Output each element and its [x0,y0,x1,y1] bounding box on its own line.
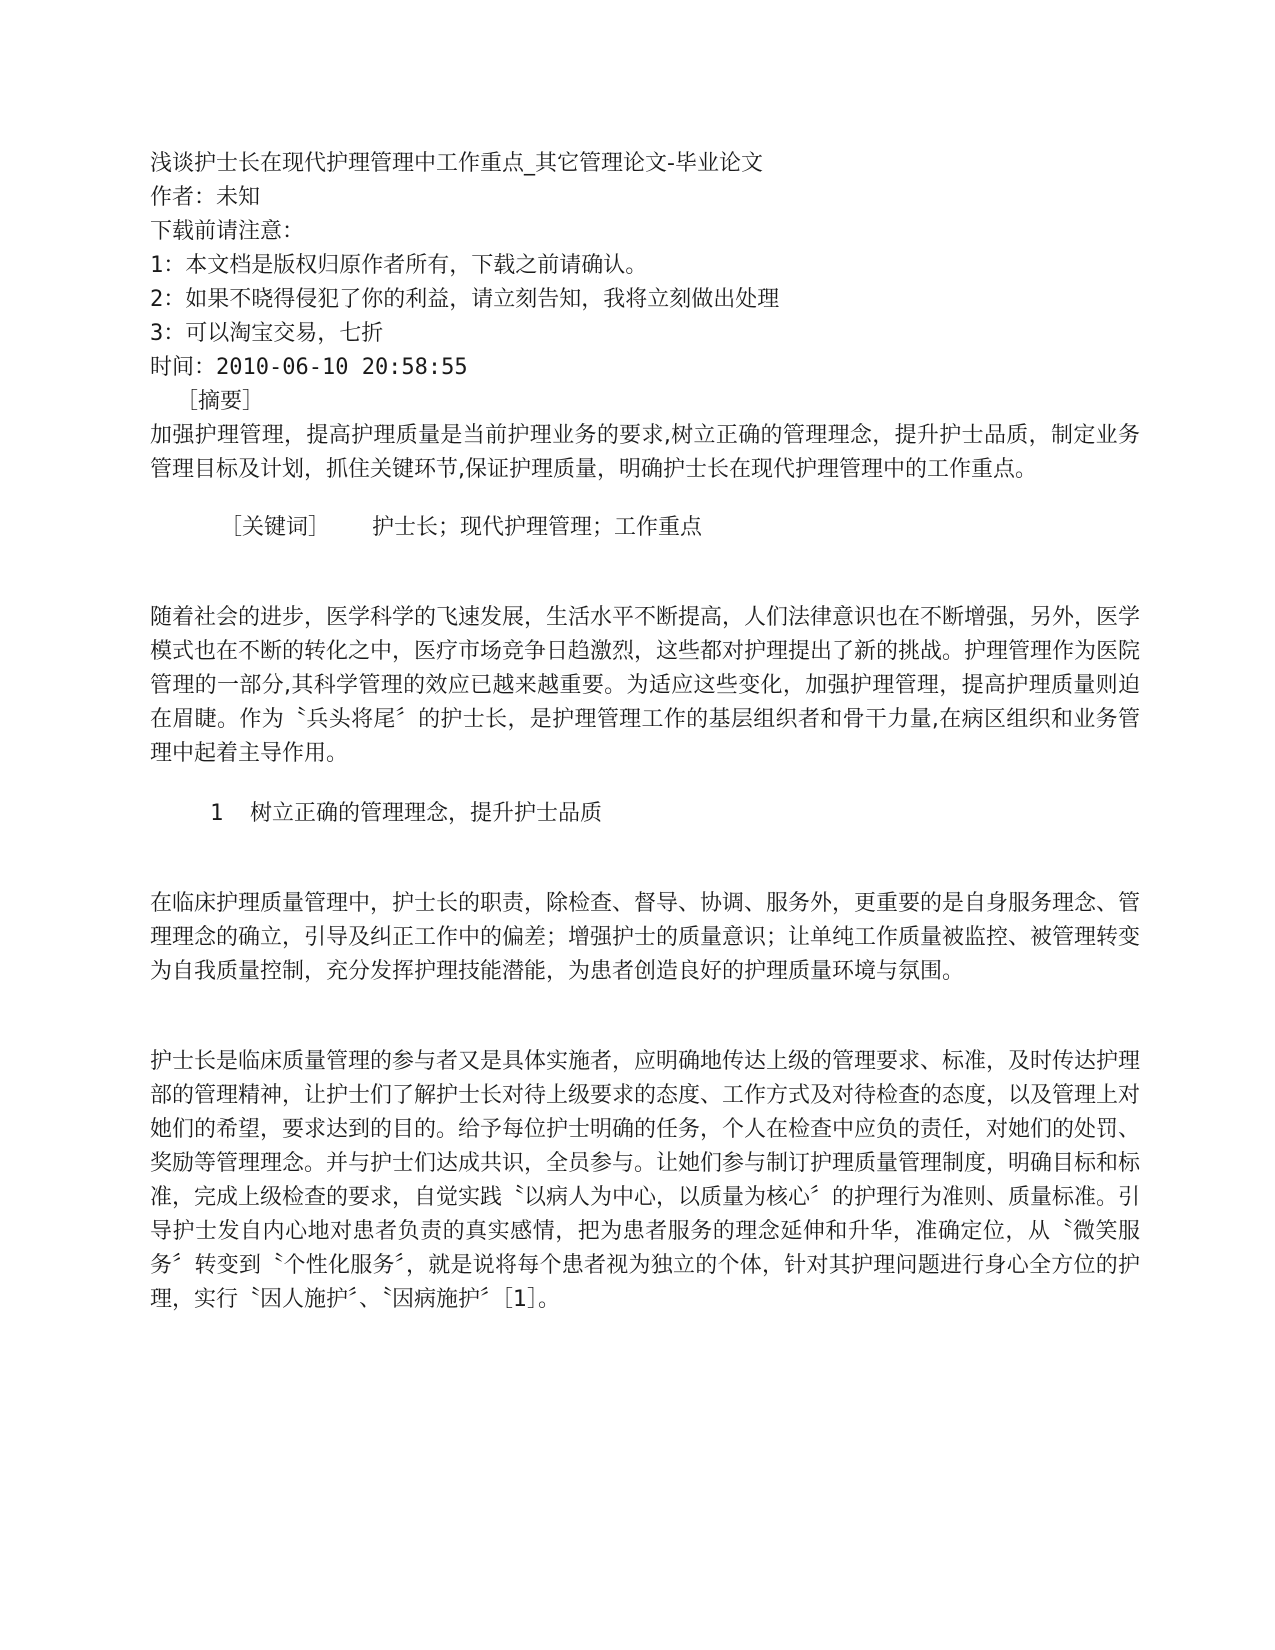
section-title: 树立正确的管理理念，提升护士品质 [250,801,603,826]
abstract-text: 加强护理管理，提高护理质量是当前护理业务的要求,树立正确的管理理念，提升护士品质，制定业务管理目标及计划，抓住关键环节,保证护理质量，明确护士长在现代护理管理中的工作重点。 [150,423,1140,482]
keywords-label: ［关键词］ [220,515,331,540]
abstract-label: ［摘要］ [176,389,265,414]
keywords-text: 护士长；现代护理管理；工作重点 [372,515,703,540]
intro-paragraph: 随着社会的进步，医学科学的飞速发展，生活水平不断提高，人们法律意识也在不断增强，另外，医学模式也在不断的转化之中，医疗市场竞争日趋激烈，这些都对护理提出了新的挑战。护理管理作为医院管理的一部分,其科学管理的效应已越来越重要。为适应这些变化，加强护理管理，提高护理质量则迫在眉睫。作为〝兵头将尾〞的护士长，是护理管理工作的基层组织者和骨干力量,在病区组织和业务管理中起着主导作用。 [150,605,1141,766]
notice-item: 3：可以淘宝交易，七折 [150,321,384,346]
keywords-line [150,511,1140,545]
document-time: 时间：2010-06-10 20:58:55 [150,355,468,380]
body-paragraph: 护士长是临床质量管理的参与者又是具体实施者，应明确地传达上级的管理要求、标准，及时传达护理部的管理精神，让护士们了解护士长对待上级要求的态度、工作方式及对待检查的态度，以及管理上对她们的希望，要求达到的目的。给予每位护士明确的任务，个人在检查中应负的责任，对她们的处罚、奖励等管理理念。并与护士们达成共识，全员参与。让她们参与制订护理质量管理制度，明确目标和标准，完成上级检查的要求，自觉实践〝以病人为中心，以质量为核心〞的护理行为准则、质量标准。引导护士发自内心地对患者负责的真实感情，把为患者服务的理念延伸和升华，准确定位，从〝微笑服务〞转变到〝个性化服务〞，就是说将每个患者视为独立的个体，针对其护理问题进行身心全方位的护理，实行〝因人施护〞、〝因病施护〞［1］。 [150,1049,1141,1312]
notice-item: 2：如果不晓得侵犯了你的利益，请立刻告知，我将立刻做出处理 [150,287,780,312]
section-number: 1 [210,801,224,826]
document-title: 浅谈护士长在现代护理管理中工作重点_其它管理论文-毕业论文 [150,151,763,176]
section-heading [150,797,1140,831]
document-author: 作者：未知 [150,185,261,210]
notice-header: 下载前请注意： [150,219,305,244]
notice-item: 1：本文档是版权归原作者所有，下载之前请确认。 [150,253,648,278]
body-paragraph: 在临床护理质量管理中，护士长的职责，除检查、督导、协调、服务外，更重要的是自身服务理念、管理理念的确立，引导及纠正工作中的偏差；增强护士的质量意识；让单纯工作质量被监控、被管理转变为自我质量控制，充分发挥护理技能潜能，为患者创造良好的护理质量环境与氛围。 [150,891,1141,984]
document-page [150,147,1140,1317]
